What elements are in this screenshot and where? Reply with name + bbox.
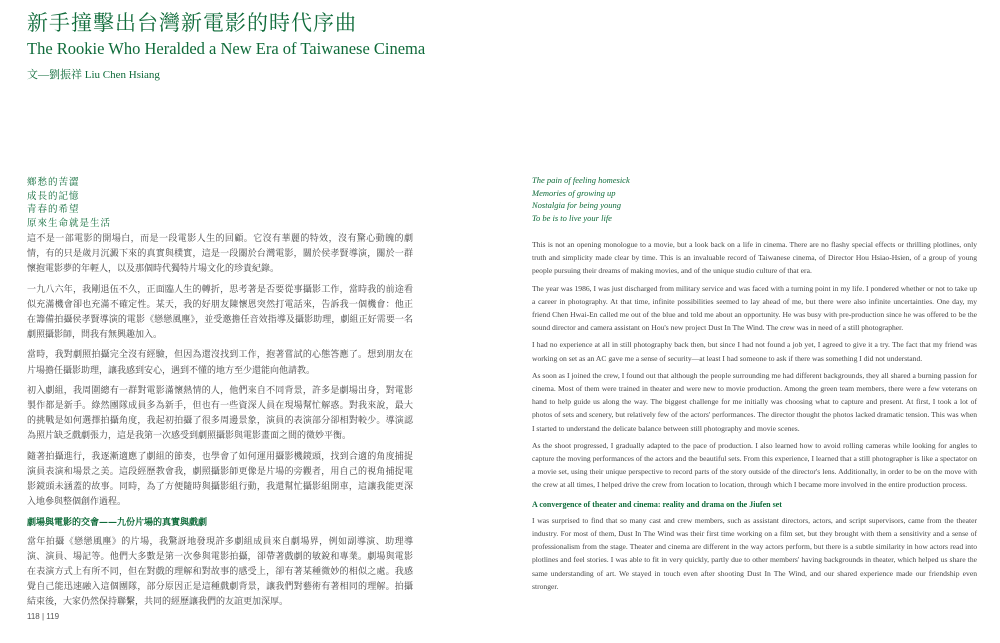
paragraph: 一九八六年，我剛退伍不久，正面臨人生的轉折，思考著是否要從事攝影工作，當時我的前途看似充滿機會卻也充滿不確定性。某天，我的好朋友陳懷恩突然打電話來，告訴我一個機會：他正在籌備拍攝侯孝賢導演的電影《戀戀風塵》，並受邀擔任音效指導及攝影助理，劇組正好需要一名劇照攝影師，問我有無興趣加入。 (27, 284, 413, 341)
paragraph: 當時，我對劇照拍攝完全沒有經驗，但因為還沒找到工作，抱著嘗試的心態答應了。想到朋友在片場擔任攝影助理，讓我感到安心，遇到不懂的地方至少還能向他請教。 (27, 350, 413, 376)
title-chinese: 新手撞擊出台灣新電影的時代序曲 (27, 11, 357, 35)
chinese-body-column (27, 232, 413, 616)
paragraph: 當年拍攝《戀戀風塵》的片場，我驚訝地發現許多劇組成員來自劇場界，例如副導演、助理導演、演員、場記等。他們大多數是第一次參與電影拍攝，卻帶著戲劇的敏銳和專業。劇場與電影在表演方式上有所不同，但在對戲的理解和對故事的感受上，卻有著某種微妙的相似之處。我感覺自己能迅速融入這個團隊，部分原因正是這種戲劇背景，讓我們對藝術有著相同的理解。拍攝結束後，大家仍然保持聯繫，共同的經歷讓我們的友誼更加深厚。 (27, 536, 413, 608)
title-english: The Rookie Who Heralded a New Era of Taiwanese Cinema (27, 39, 426, 58)
author-byline: 文—劉振祥 Liu Chen Hsiang (27, 69, 160, 81)
page-numbers: 118 | 119 (27, 612, 60, 621)
paragraph: As the shoot progressed, I gradually adapted to the pace of production. I also learned how to avoid rolling cameras while looking for angles to capture the moving performances of the actors and the beautiful sets. From this experience, I learned that a still photographer is like a spectator on a movie set, using their unique perspective to record parts of the story outside of the director's lens. Additionally, in order to be on the move with the crew at all times, I helped drive the crew from location to location, through which I became more involved in the entire production process. (532, 440, 977, 490)
paragraph: 初入劇組，我周圍總有一群對電影滿懷熱情的人，他們來自不同背景，許多是劇場出身，對電影製作都是新手。綠然團隊成員多為新手，但也有一些資深人員在現場幫忙解惑。對我來說，最大的挑戰是如何選擇拍攝角度，我起初拍攝了很多周邊景象，演員的表演部分卻相對較少。導演認為照片缺乏戲劇張力，這是我第一次感受到劇照攝影與電影畫面之間的微妙平衡。 (27, 385, 413, 442)
poem-chinese (27, 176, 111, 230)
poem-line: 鄉愁的苦澀 (27, 177, 80, 188)
section-heading: A convergence of theater and cinema: reality and drama on the Jiufen set (532, 499, 782, 509)
poem-line: 原來生命就是生活 (27, 217, 112, 229)
poem-line: 青春的希望 (27, 204, 80, 215)
english-body-column (532, 238, 977, 597)
poem-line: The pain of feeling homesick (532, 175, 630, 185)
poem-line: 成長的記憶 (27, 190, 80, 202)
paragraph: I was surprised to find that so many cast and crew members, such as assistant directors, actors, and script supervisors, came from the theater industry. For most of them, Dust In The Wind was their first time working on a film set, but they brought with them a sensitivity and a sense of professionalism from the stage. Theater and cinema are different in the way actors perform, but there is a subtle similarity in how actors read into plotlines and feel stories. I was able to fit in very quickly, partly due to other members' having backgrounds in theater, which helped us share the same understanding of art. We stayed in touch even after shooting Dust In The Wind, and our shared experience made our friendship even stronger. (532, 515, 977, 591)
paragraph: I had no experience at all in still photography back then, but since I had not found a job yet, I agreed to give it a try. The fact that my friend was working on set as an AC gave me a sense of security—at least I had someone to ask if there was something I did not understand. (532, 340, 977, 363)
paragraph: The year was 1986, I was just discharged from military service and was faced with a turning point in my life. I pondered whether or not to take up a career in photography. At that time, infinite possibilities seemed to lay ahead of me, but there were also infinite uncertainties. One day, my friend Chen Hwai-En called me out of the blue and told me about an opportunity. He was busy with pre-production since he was offered to be the sound director and camera assistant on Hou's new project Dust In The Wind. The crew was in need of a still photographer. (532, 283, 977, 333)
poem-english (532, 174, 630, 224)
paragraph: 隨著拍攝進行，我逐漸適應了劇組的節奏，也學會了如何運用攝影機鏡頭，找到合適的角度捕捉演員表演和場景之美。這段經歷教會我，劇照攝影師更像是片場的旁觀者，用自己的視角捕捉電影鏡頭未涵蓋的故事。同時，為了方便隨時與攝影組行動，我還幫忙攝影組開車，這讓我能更深入地參與整個創作過程。 (27, 451, 413, 508)
poem-line: Memories of growing up (532, 187, 616, 198)
poem-line: To be is to live your life (532, 212, 612, 223)
section-heading: 劇場與電影的交會——九份片場的真實與戲劇 (27, 518, 208, 529)
paragraph: 這不是一部電影的開場白，而是一段電影人生的回顧。它沒有華麗的特效，沒有驚心動魄的劇情，有的只是歲月沉澱下來的真實與樸實，這是一段關於台灣電影，關於侯孝賢導演，關於一群懷抱電影夢的年輕人，以及那個時代獨特片場文化的珍貴紀錄。 (27, 234, 413, 275)
paragraph: This is not an opening monologue to a movie, but a look back on a life in cinema. There are no flashy special effects or thrilling plotlines, only truth and simplicity made clear by time. This is an invaluable record of Taiwanese cinema, of Director Hou Hsiao-Hsien, of a group of young people pursuing their dreams of making movies, and of the unique studio culture of that era. (532, 240, 977, 276)
poem-line: Nostalgia for being young (532, 200, 622, 210)
paragraph: As soon as I joined the crew, I found out that although the people surrounding me had different backgrounds, they all shared a burning passion for cinema. Most of them were trained in theater and were new to movie production. Among the green team members, there were a few veterans on hand to help guide us along the way. The biggest challenge for me initially was choosing what to capture and present. At first, I took a lot of photos of sets and scenery, but relatively few of the actors' performances. The director thought the photos lacked dramatic tension. This was when I started to understand the delicate balance between still photography and movie scenes. (532, 370, 977, 433)
